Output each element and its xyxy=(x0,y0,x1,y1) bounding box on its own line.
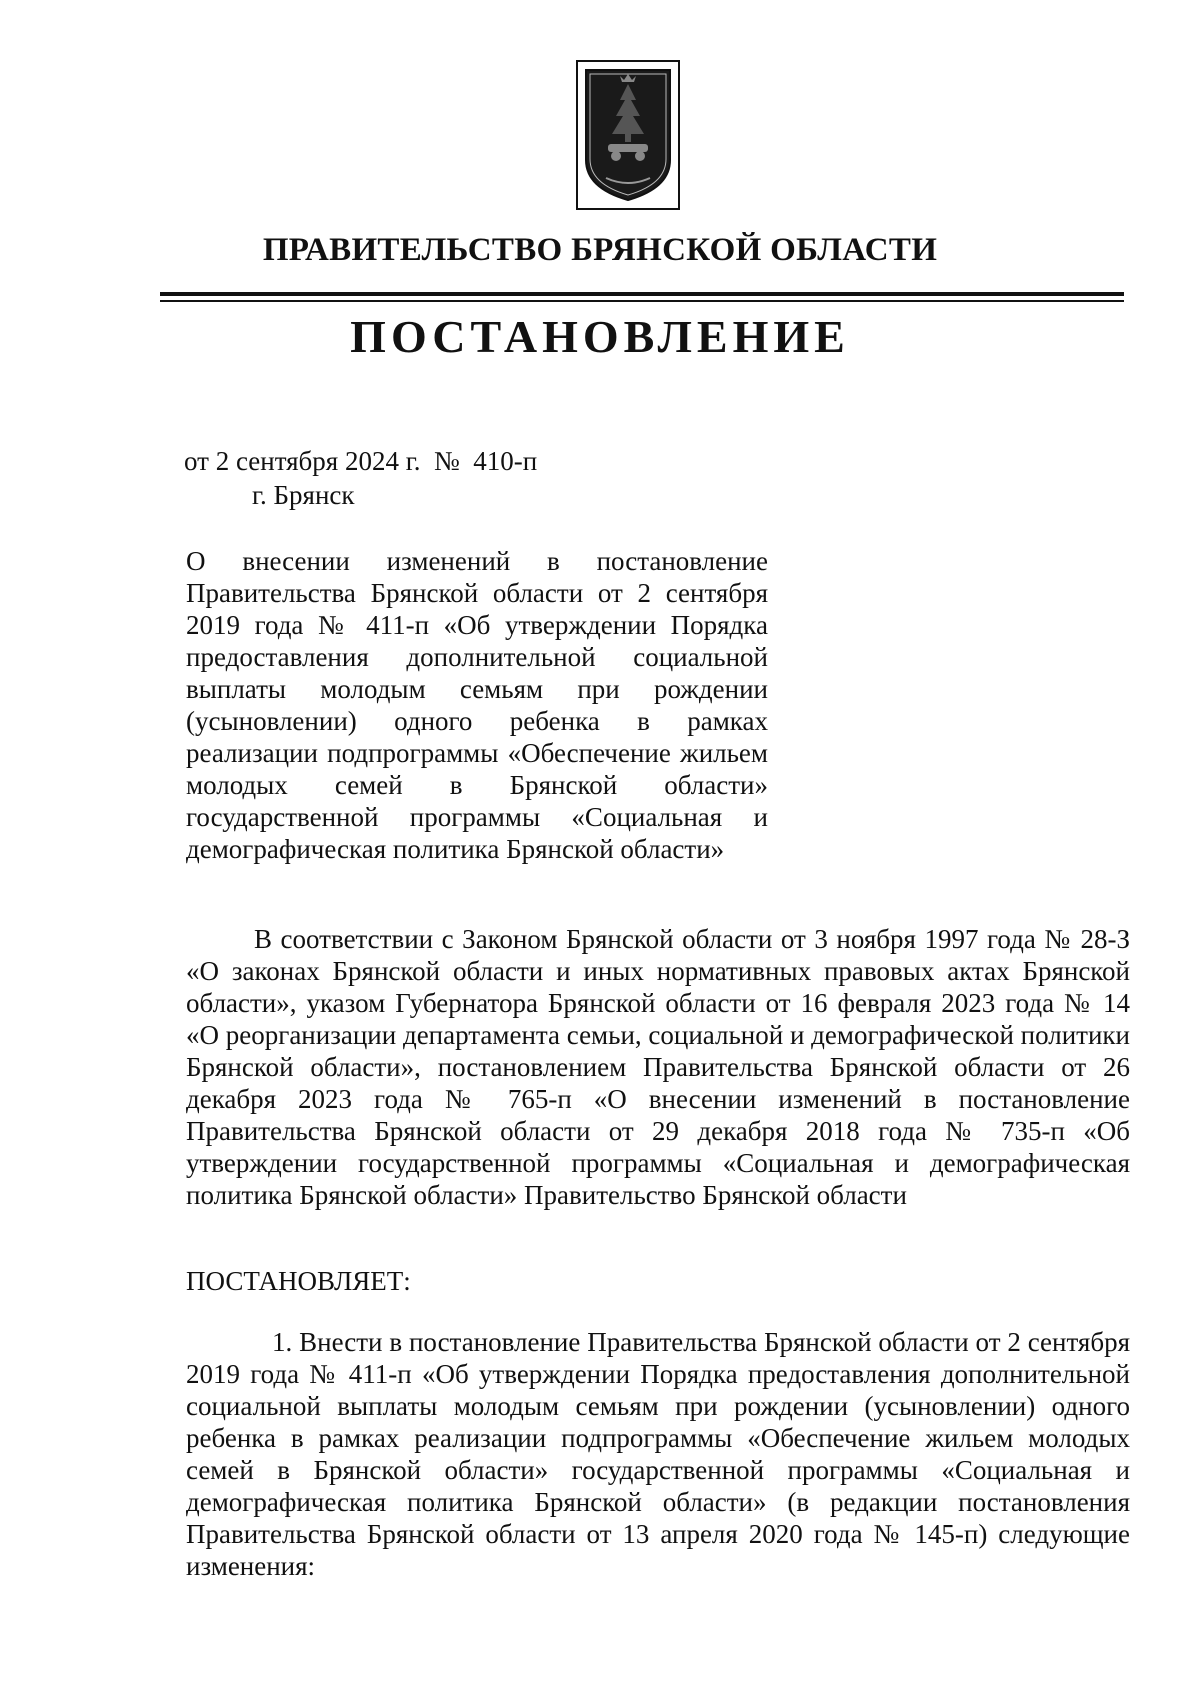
item-1-paragraph: 1. Внести в постановление Правительства Брянской области от 2 сентября 2019 года № 411-п «Об утверждении Порядка предоставления дополнительной социальной выплаты молодым семьям при рождении (усыновлении) одного ребенка в рамках реализации подпрограммы «Обеспечение жильем молодых семей в Брянской области» государственной программы «Социальная и демографическая политика Брянской области» (в редакции постановления Правительства Брянской области от 13 апреля 2020 года № 145-п) следующие изменения: xyxy=(186,1327,1130,1581)
document-city: г. Брянск xyxy=(252,480,355,510)
number-sign: № xyxy=(434,446,460,476)
coat-of-arms-emblem xyxy=(576,60,680,210)
date-prefix: от xyxy=(184,446,209,476)
header-divider-thick xyxy=(160,292,1124,296)
document-date-number xyxy=(184,446,537,477)
organization-title: ПРАВИТЕЛЬСТВО БРЯНСКОЙ ОБЛАСТИ xyxy=(262,232,938,268)
document-subject: О внесении изменений в постановление Правительства Брянской области от 2 сентября 2019 года № 411-п «Об утверждении Порядка предоставления дополнительной социальной выплаты молодым семьям при рождении (усыновлении) одного ребенка в рамках реализации подпрограммы «Обеспечение жильем молодых семей в Брянской области» государственной программы «Социальная и демографическая политика Брянской области» xyxy=(186,546,768,864)
decree-word: ПОСТАНОВЛЯЕТ: xyxy=(186,1266,411,1296)
preamble-paragraph: В соответствии с Законом Брянской области от 3 ноября 1997 года № 28-З «О законах Брянской области и иных нормативных правовых актах Брянской области», указом Губернатора Брянской области от 16 февраля 2023 года № 14 «О реорганизации департамента семьи, социальной и демографической политики Брянской области», постановлением Правительства Брянской области от 26 декабря 2023 года № 765-п «О внесении изменений в постановление Правительства Брянской области от 29 декабря 2018 года № 735-п «Об утверждении государственной программы «Социальная и демографическая политика Брянской области» Правительство Брянской области xyxy=(186,924,1130,1210)
document-date: 2 сентября 2024 г. xyxy=(215,446,421,476)
document-number: 410-п xyxy=(473,446,538,476)
document-type-title: ПОСТАНОВЛЕНИЕ xyxy=(350,311,850,362)
header-divider-thin xyxy=(160,300,1124,302)
